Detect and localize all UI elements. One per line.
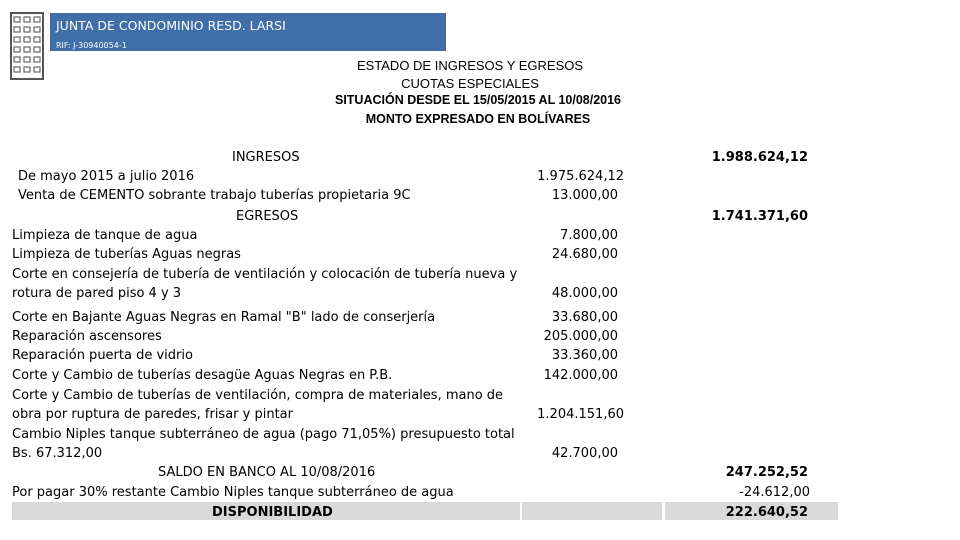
building-logo-icon <box>10 12 44 80</box>
egreso-concept: Corte en consejería de tubería de ventilación y colocación de tubería nueva y <box>12 267 518 282</box>
ingreso-amount: 13.000,00 <box>551 188 618 203</box>
saldo-label: SALDO EN BANCO AL 10/08/2016 <box>158 465 376 480</box>
egreso-concept-cont: Bs. 67.312,00 <box>12 446 103 461</box>
egreso-concept: Reparación puerta de vidrio <box>12 348 193 363</box>
egreso-concept: Corte y Cambio de tuberías desagüe Aguas Negras en P.B. <box>12 368 393 383</box>
ingreso-concept: De mayo 2015 a julio 2016 <box>18 169 195 184</box>
org-name: JUNTA DE CONDOMINIO RESD. LARSI <box>56 18 286 33</box>
egreso-concept-cont: rotura de pared piso 4 y 3 <box>12 286 182 301</box>
report-title: ESTADO DE INGRESOS Y EGRESOS <box>356 58 584 73</box>
report-period: SITUACIÓN DESDE EL 15/05/2015 AL 10/08/2016 <box>334 93 622 107</box>
egresos-total: 1.741.371,60 <box>711 209 808 224</box>
egreso-concept: Limpieza de tuberías Aguas negras <box>12 247 241 262</box>
ingreso-concept: Venta de CEMENTO sobrante trabajo tuberías propietaria 9C <box>18 188 411 203</box>
disponibilidad-empty-cell <box>522 502 662 520</box>
egreso-amount: 24.680,00 <box>551 247 618 262</box>
header-banner <box>50 13 446 51</box>
egresos-heading: EGRESOS <box>236 209 299 224</box>
egreso-amount: 33.360,00 <box>551 348 618 363</box>
egreso-amount: 1.204.151,60 <box>537 407 624 422</box>
org-rif: RIF: J-30940054-1 <box>56 41 127 50</box>
egreso-amount: 7.800,00 <box>560 228 618 243</box>
egreso-concept: Reparación ascensores <box>12 329 162 344</box>
disponibilidad-amount: 222.640,52 <box>725 505 808 520</box>
egreso-concept: Corte y Cambio de tuberías de ventilación, compra de materiales, mano de <box>12 388 504 403</box>
report-currency: MONTO EXPRESADO EN BOLÍVARES <box>365 112 591 126</box>
egreso-amount: 142.000,00 <box>543 368 618 383</box>
ingresos-total: 1.988.624,12 <box>711 150 808 165</box>
por-pagar-amount: -24.612,00 <box>739 485 810 500</box>
ingreso-amount: 1.975.624,12 <box>537 169 624 184</box>
saldo-amount: 247.252,52 <box>725 465 808 480</box>
report-subtitle: CUOTAS ESPECIALES <box>401 76 539 91</box>
egreso-concept: Limpieza de tanque de agua <box>12 228 198 243</box>
egreso-concept: Corte en Bajante Aguas Negras en Ramal "B" lado de conserjería <box>12 310 436 325</box>
por-pagar-label: Por pagar 30% restante Cambio Niples tanque subterráneo de agua <box>12 485 454 500</box>
egreso-amount: 48.000,00 <box>551 286 618 301</box>
egreso-amount: 42.700,00 <box>551 446 618 461</box>
ingresos-heading: INGRESOS <box>232 150 300 165</box>
egreso-amount: 205.000,00 <box>543 329 618 344</box>
egreso-amount: 33.680,00 <box>551 310 618 325</box>
egreso-concept: Cambio Niples tanque subterráneo de agua (pago 71,05%) presupuesto total <box>12 427 515 442</box>
egreso-concept-cont: obra por ruptura de paredes, frisar y pintar <box>12 407 293 422</box>
disponibilidad-label: DISPONIBILIDAD <box>212 505 333 520</box>
